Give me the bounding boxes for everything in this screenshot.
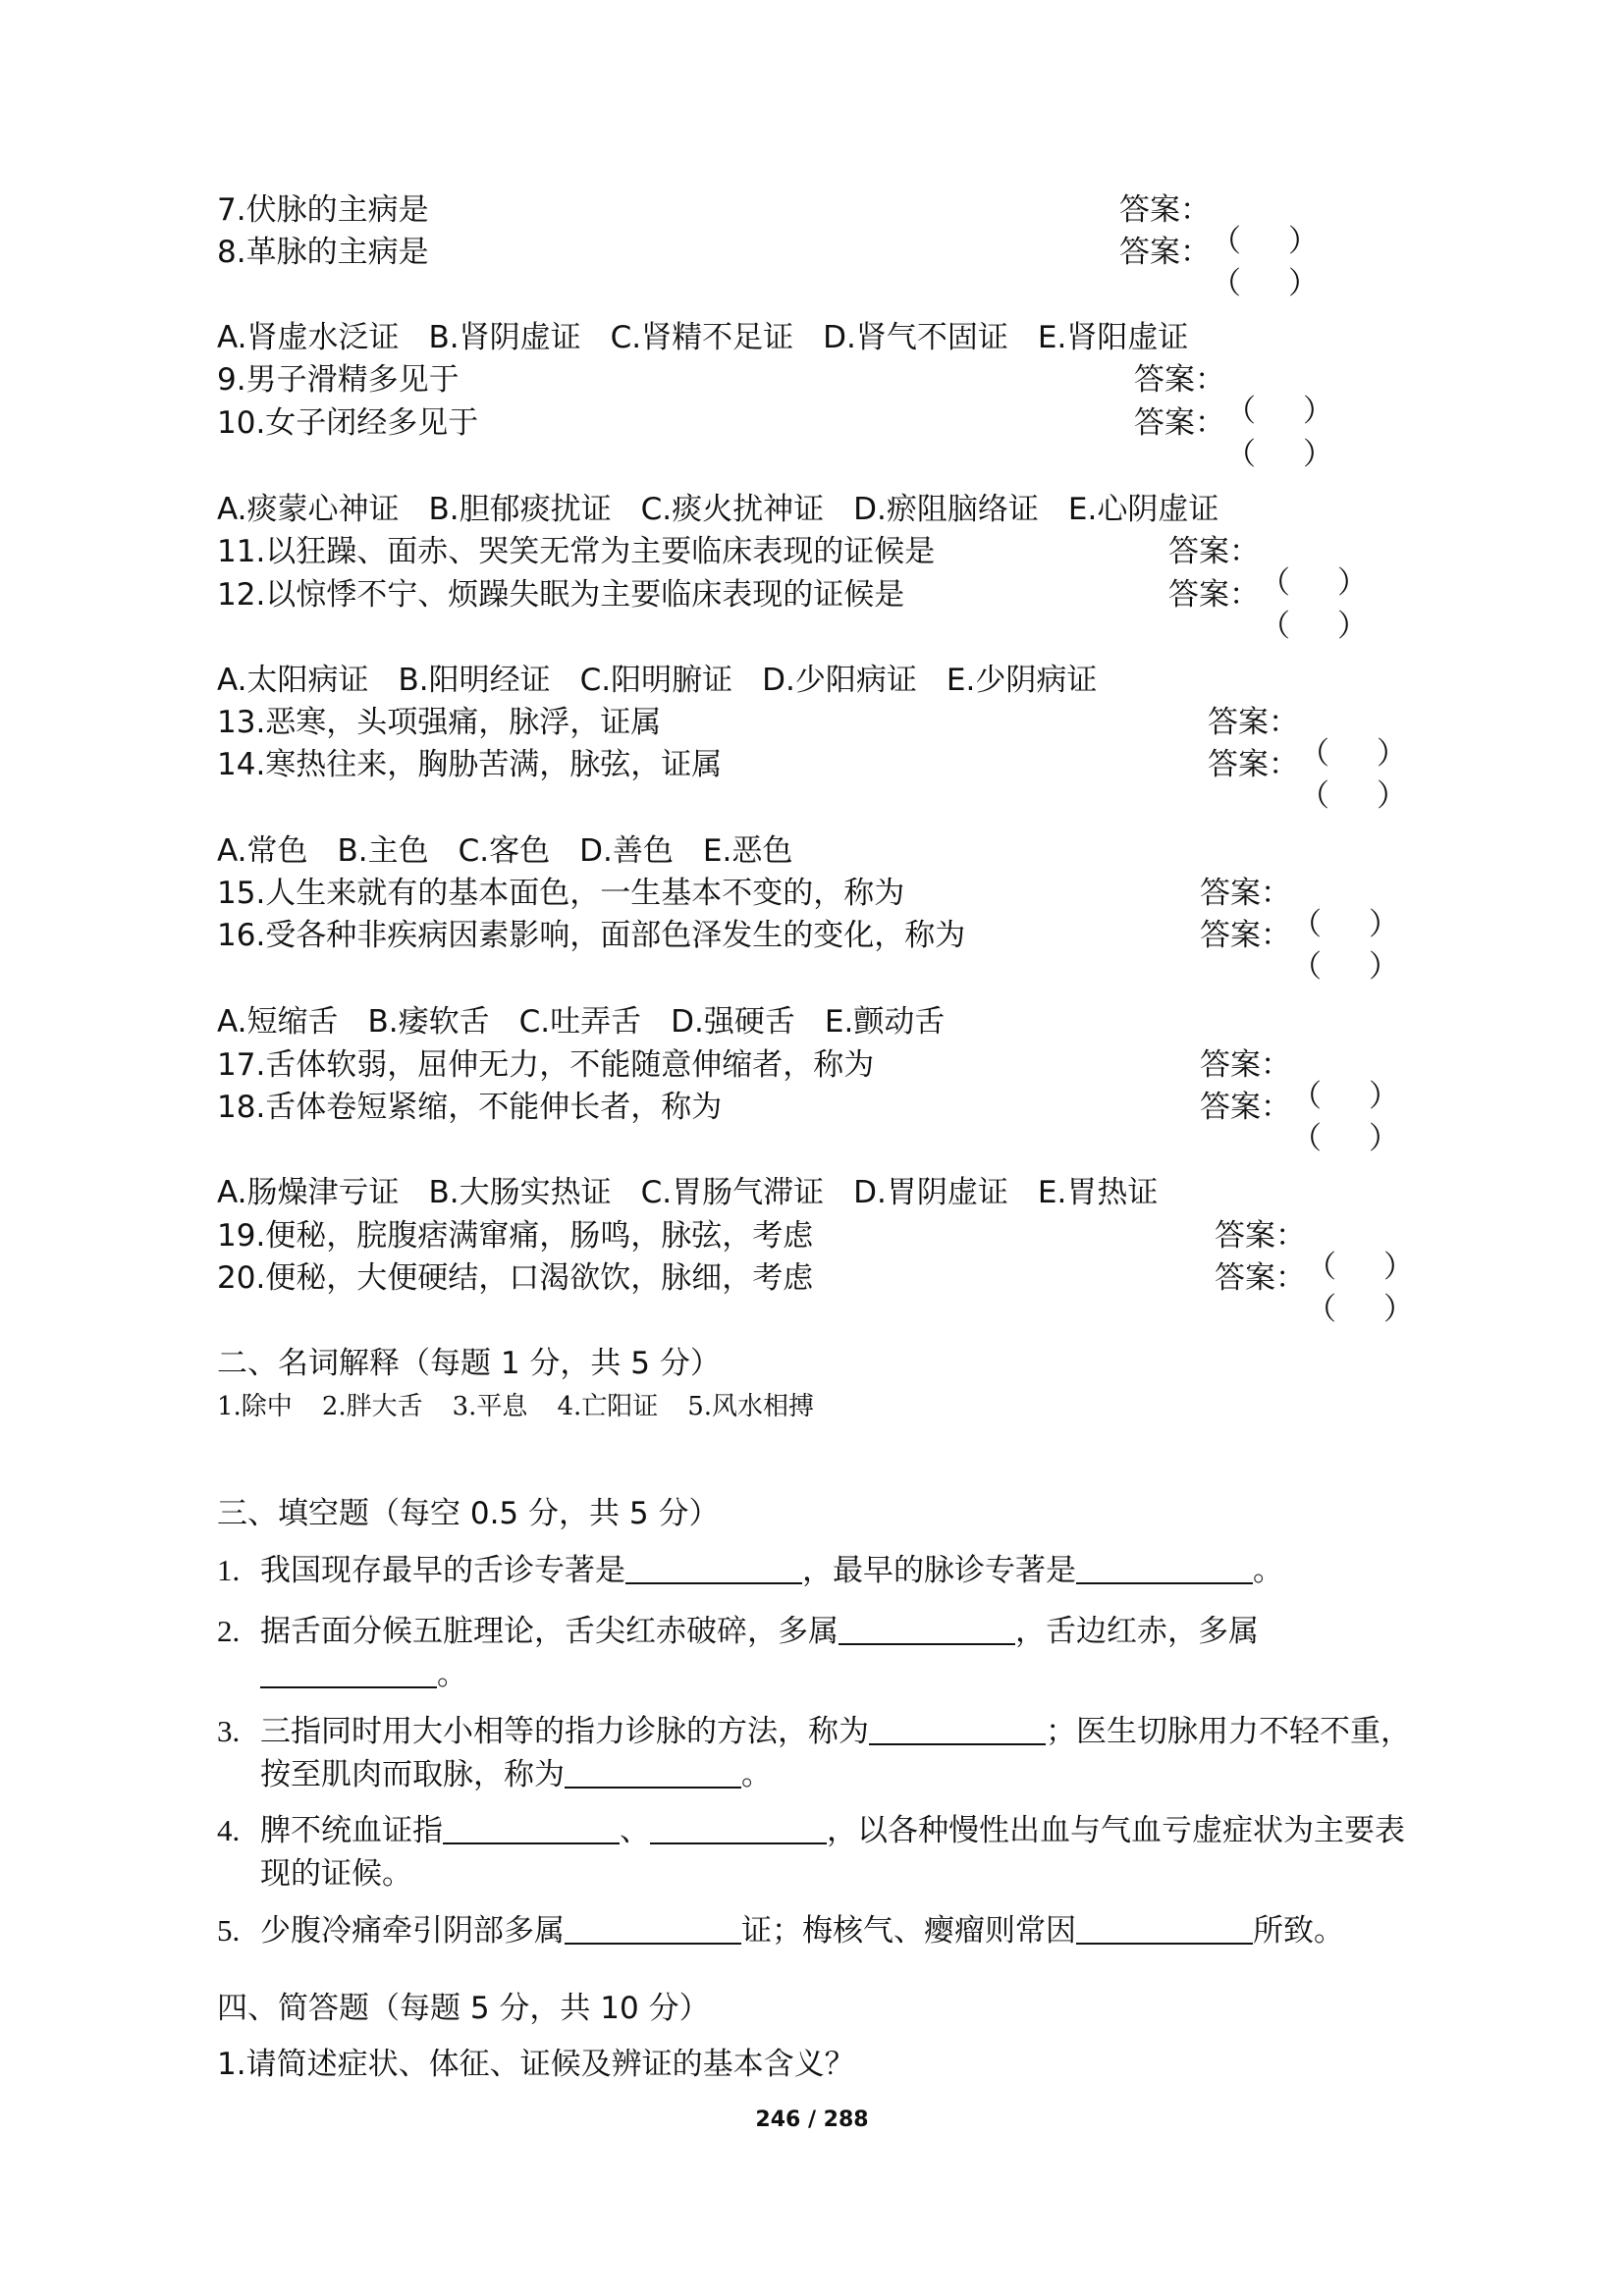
- term-5: 5.风水相搏: [687, 1392, 815, 1421]
- fill-blank[interactable]: [565, 1913, 741, 1945]
- options-group-15-16: [217, 829, 822, 873]
- answer-blank-20: 答案： （ ）: [1215, 1260, 1414, 1327]
- fill-question-1: 1. 我国现存最早的舌诊专著是 ，最早的脉诊专著是 。: [217, 1553, 1283, 1588]
- answer-blank-14: 答案： （ ）: [1208, 747, 1407, 814]
- question-20: 20.便秘，大便硬结，口渴欲饮，脉细，考虑: [217, 1260, 814, 1296]
- fill-question-3: 3. 三指同时用大小相等的指力诊脉的方法，称为 ；医生切脉用力不轻不重，按至肌肉而取脉，称为 。: [217, 1714, 1411, 1792]
- term-2: 2.胖大舌: [321, 1392, 423, 1421]
- question-7: 7.伏脉的主病是: [217, 192, 429, 228]
- option-d: D.肾气不固证: [823, 320, 1008, 355]
- option-a: A.肠燥津亏证: [217, 1175, 400, 1210]
- options-group-19-20: [217, 1171, 1187, 1214]
- answer-blank-17: 答案： （ ）: [1200, 1047, 1399, 1114]
- fill-question-4: 4. 脾不统血证指 、 ，以各种慢性出血与气血亏虚症状为主要表现的证候。: [217, 1813, 1405, 1892]
- option-d: D.强硬舌: [671, 1004, 795, 1040]
- option-c: C.胃肠气滞证: [640, 1175, 825, 1210]
- option-e: E.胃热证: [1037, 1175, 1159, 1210]
- question-9: 9.男子滑精多见于: [217, 362, 460, 398]
- option-c: C.痰火扰神证: [640, 492, 825, 527]
- options-group-13-14: [217, 659, 1126, 702]
- option-b: B.痿软舌: [367, 1004, 490, 1040]
- option-c: C.吐弄舌: [518, 1004, 642, 1040]
- fill-blank[interactable]: [839, 1614, 1015, 1645]
- option-b: B.胆郁痰扰证: [428, 492, 612, 527]
- fill-question-2: 2. 据舌面分候五脏理论，舌尖红赤破碎，多属 ，舌边红赤，多属。: [217, 1614, 1259, 1692]
- fill-blank[interactable]: [443, 1813, 620, 1844]
- option-d: D.瘀阻脑络证: [853, 492, 1039, 527]
- question-10: 10.女子闭经多见于: [217, 405, 479, 441]
- short-answer-question-1: 1.请简述症状、体征、证候及辨证的基本含义？: [217, 2047, 855, 2082]
- option-a: A.短缩舌: [217, 1004, 339, 1040]
- answer-blank-13: 答案： （ ）: [1208, 705, 1407, 772]
- option-c: C.肾精不足证: [610, 320, 794, 355]
- answer-blank-19: 答案： （ ）: [1215, 1218, 1414, 1285]
- section-2-terms: [217, 1387, 843, 1426]
- option-e: E.心阴虚证: [1067, 492, 1219, 527]
- option-a: A.太阳病证: [217, 663, 369, 698]
- question-18: 18.舌体卷短紧缩，不能伸长者，称为: [217, 1090, 723, 1125]
- option-b: B.大肠实热证: [428, 1175, 612, 1210]
- option-b: B.主色: [337, 833, 429, 869]
- option-d: D.少阳病证: [762, 663, 917, 698]
- option-e: E.颤动舌: [824, 1004, 946, 1040]
- fill-blank[interactable]: [260, 1657, 437, 1688]
- answer-blank-16: 答案： （ ）: [1200, 918, 1399, 985]
- term-3: 3.平息: [452, 1392, 528, 1421]
- options-group-17-18: [217, 1000, 974, 1043]
- answer-blank-10: 答案： （ ）: [1134, 405, 1333, 472]
- option-a: A.肾虚水泛证: [217, 320, 400, 355]
- fill-blank[interactable]: [869, 1714, 1046, 1745]
- question-17: 17.舌体软弱，屈伸无力，不能随意伸缩者，称为: [217, 1047, 875, 1083]
- section-3-title: 三、填空题（每空 0.5 分，共 5 分）: [217, 1496, 720, 1531]
- option-d: D.善色: [579, 833, 674, 869]
- question-14: 14.寒热往来，胸胁苦满，脉弦，证属: [217, 747, 723, 782]
- answer-blank-7: 答案： （ ）: [1119, 192, 1319, 259]
- term-1: 1.除中: [217, 1392, 293, 1421]
- option-a: A.常色: [217, 833, 308, 869]
- fill-blank[interactable]: [1076, 1913, 1253, 1945]
- question-16: 16.受各种非疾病因素影响，面部色泽发生的变化，称为: [217, 918, 966, 953]
- question-19: 19.便秘，脘腹痞满窜痛，肠鸣，脉弦，考虑: [217, 1218, 814, 1254]
- fill-blank[interactable]: [565, 1757, 741, 1789]
- question-12: 12.以惊悸不宁、烦躁失眠为主要临床表现的证候是: [217, 577, 905, 613]
- option-c: C.客色: [458, 833, 551, 869]
- option-c: C.阳明腑证: [579, 663, 733, 698]
- options-group-11-12: [217, 488, 1248, 531]
- option-a: A.痰蒙心神证: [217, 492, 400, 527]
- option-b: B.阳明经证: [398, 663, 551, 698]
- options-group-9-10: [217, 316, 1218, 359]
- fill-question-5: 5. 少腹冷痛牵引阴部多属 证；梅核气、瘿瘤则常因 所致。: [217, 1913, 1344, 1949]
- fill-blank[interactable]: [1076, 1553, 1253, 1584]
- term-4: 4.亡阳证: [557, 1392, 659, 1421]
- option-e: E.恶色: [702, 833, 793, 869]
- fill-blank[interactable]: [650, 1813, 827, 1844]
- answer-blank-18: 答案： （ ）: [1200, 1090, 1399, 1156]
- answer-blank-15: 答案： （ ）: [1200, 876, 1399, 942]
- fill-blank[interactable]: [625, 1553, 802, 1584]
- option-e: E.少阴病证: [946, 663, 1098, 698]
- question-15: 15.人生来就有的基本面色，一生基本不变的，称为: [217, 876, 905, 911]
- option-e: E.肾阳虚证: [1037, 320, 1189, 355]
- page-number: 246 / 288: [755, 2108, 869, 2132]
- section-2-title: 二、名词解释（每题 1 分，共 5 分）: [217, 1346, 721, 1381]
- option-d: D.胃阴虚证: [853, 1175, 1008, 1210]
- answer-blank-9: 答案： （ ）: [1134, 362, 1333, 429]
- question-13: 13.恶寒，头项强痛，脉浮，证属: [217, 705, 662, 740]
- option-b: B.肾阴虚证: [428, 320, 581, 355]
- answer-blank-12: 答案： （ ）: [1168, 577, 1368, 644]
- answer-blank-8: 答案： （ ）: [1119, 235, 1319, 301]
- question-8: 8.革脉的主病是: [217, 235, 429, 270]
- question-11: 11.以狂躁、面赤、哭笑无常为主要临床表现的证候是: [217, 534, 936, 569]
- section-4-title: 四、简答题（每题 5 分，共 10 分）: [217, 1991, 710, 2026]
- answer-blank-11: 答案： （ ）: [1168, 534, 1368, 601]
